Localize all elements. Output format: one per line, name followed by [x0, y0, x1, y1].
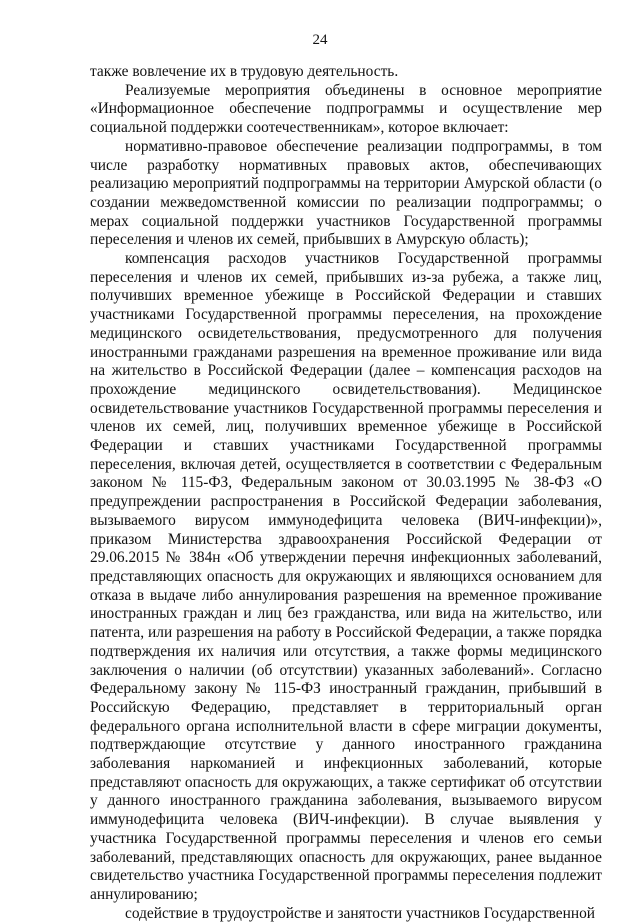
- paragraph-main-measure: Реализуемые мероприятия объединены в основное мероприятие «Информационное обеспечение подпрограммы и осуществление мер социальной поддержки соотечественникам», которое включает:: [90, 81, 602, 137]
- paragraph-legal-support: нормативно-правовое обеспечение реализации подпрограммы, в том числе разработку нормативных правовых актов, обеспечивающих реализацию мероприятий подпрограммы на территории Амурской области (о создании межведомственной комиссии по реализации подпрограммы; о мерах социальной поддержки участников Государственной программы переселения и членов их семей, прибывших в Амурскую область);: [90, 137, 602, 249]
- paragraph-continuation: также вовлечение их в трудовую деятельность.: [90, 63, 399, 80]
- body-text: [90, 63, 602, 923]
- paragraph-employment-assistance: содействие в трудоустройстве и занятости участников Государственной: [125, 904, 596, 922]
- page-number: 24: [312, 32, 328, 48]
- paragraph-medical-compensation: компенсация расходов участников Государственной программы переселения и членов их семей, прибывших из-за рубежа, а также лиц, получивших временное убежище в Российской Федерации и ставших участниками Государственной программы переселения, на прохождение медицинского освидетельствования, предусмотренного для получения иностранными гражданами разрешения на временное проживание или вида на жительство в Российской Федерации (далее – компенсация расходов на прохождение медицинского освидетельствования). Медицинское освидетельствование участников Государственной программы переселения и членов их семей, лиц, получивших временное убежище в Российской Федерации и ставших участниками Государственной программы переселения, включая детей, осуществляется в соответствии с Федеральным законом № 115-ФЗ, Федеральным законом от 30.03.1995 № 38-ФЗ «О предупреждении распространения в Российской Федерации заболевания, вызываемого вирусом иммунодефицита человека (ВИЧ-инфекции)», приказом Министерства здравоохранения Российской Федерации от 29.06.2015 № 384н «Об утверждении перечня инфекционных заболеваний, представляющих опасность для окружающих и являющихся основанием для отказа в выдаче либо аннулирования разрешения на временное проживание иностранных граждан и лиц без гражданства, или вида на жительство, или патента, или разрешения на работу в Российской Федерации, а также порядка подтверждения их наличия или отсутствия, а также формы медицинского заключения о наличии (об отсутствии) указанных заболеваний». Согласно Федеральному закону № 115-ФЗ иностранный гражданин, прибывший в Российскую Федерацию, представляет в территориальный орган федерального органа исполнительной власти в сфере миграции документы, подтверждающие отсутствие у данного иностранного гражданина заболевания наркоманией и инфекционных заболеваний, которые представляют опасность для окружающих, а также сертификат об отсутствии у данного иностранного гражданина заболевания, вызываемого вирусом иммунодефицита человека (ВИЧ-инфекции). В случае выявления у участника Государственной программы переселения и членов его семьи заболеваний, представляющих опасность для окружающих, ранее выданное свидетельство участника Государственной программы переселения подлежит аннулированию;: [90, 250, 602, 903]
